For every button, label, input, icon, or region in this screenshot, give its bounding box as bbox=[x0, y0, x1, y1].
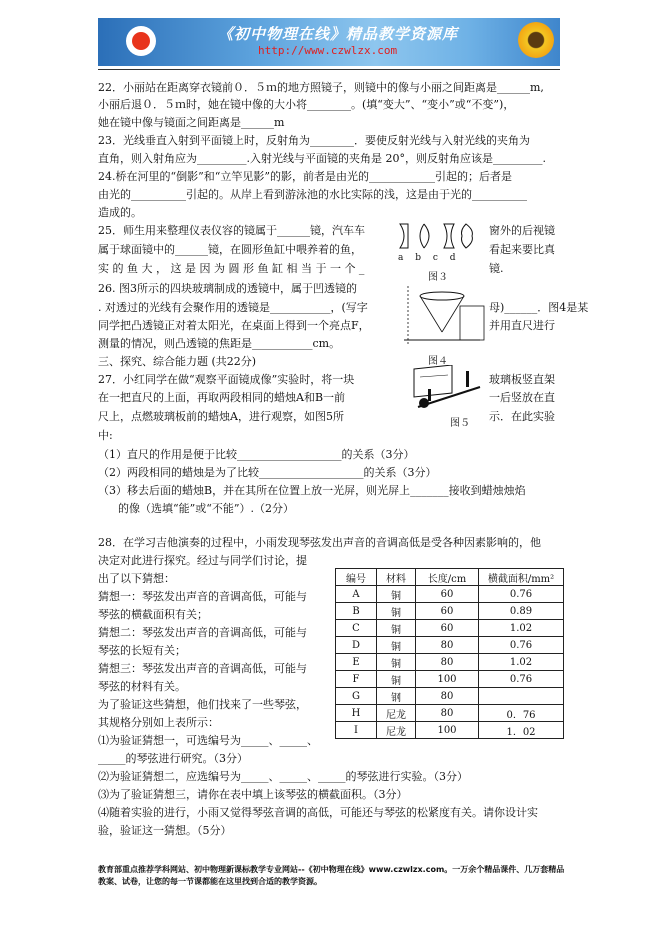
q26-line-2: . 对透过的光线有会聚作用的透镜是___________，(写字 bbox=[98, 301, 368, 314]
q27-right-1: 玻璃板竖直架 bbox=[489, 373, 555, 386]
q24-line-3: 造成的。 bbox=[98, 206, 142, 219]
figure-3-label: 图３ bbox=[428, 272, 448, 283]
table-cell: 铜 bbox=[377, 620, 416, 637]
table-cell: 100 bbox=[416, 722, 479, 739]
table-cell: 0.76 bbox=[479, 586, 564, 603]
q28-sub-3: ⑶为了验证猜想三，请你在表中填上该琴弦的横截面积。（3分） bbox=[98, 788, 408, 801]
q26-line-4: 测量的情况，则凸透镜的焦距是___________cm。 bbox=[98, 337, 341, 350]
table-cell: 铜 bbox=[377, 603, 416, 620]
table-row bbox=[336, 603, 564, 620]
table-cell: 1．02 bbox=[479, 722, 564, 739]
table-cell: 铜 bbox=[377, 637, 416, 654]
table-cell: 1.02 bbox=[479, 620, 564, 637]
col-header-material: 材料 bbox=[377, 569, 416, 586]
q28-guess-3b: 琴弦的材料有关。 bbox=[98, 680, 186, 693]
q28-guess-1b: 琴弦的横截面积有关； bbox=[98, 608, 208, 621]
q28-line-verify-2: 其规格分别如上表所示： bbox=[98, 716, 219, 729]
q27-line-4: 中: bbox=[98, 429, 113, 442]
q27-right-2: 一后竖放在直 bbox=[489, 391, 555, 404]
table-cell: 1.02 bbox=[479, 654, 564, 671]
footer-note: 教育部重点推荐学科网站、初中物理新课标教学专业网站--《初中物理在线》www.czwlzx.com。一万余个精品课件、几万套精品教案、试卷，让您的每一节课都能在这里找到合适的教学资源。 bbox=[98, 865, 565, 886]
table-cell: F bbox=[336, 671, 377, 688]
sunflower-icon bbox=[518, 22, 554, 58]
table-cell: I bbox=[336, 722, 377, 739]
q28-line-1: 28．在学习吉他演奏的过程中，小雨发现琴弦发出声音的音调高低是受各种因素影响的，他 bbox=[98, 536, 541, 549]
string-spec-table bbox=[335, 568, 564, 739]
table-cell: 尼龙 bbox=[377, 722, 416, 739]
figure-4-focus-diagram bbox=[398, 286, 486, 350]
section-three-heading: 三、探究、综合能力题 (共22分) bbox=[98, 355, 257, 368]
table-cell: C bbox=[336, 620, 377, 637]
table-cell: 80 bbox=[416, 637, 479, 654]
q23-line-1: 23．光线垂直入射到平面镜上时，反射角为________．要使反射光线与入射光线的夹角为 bbox=[98, 134, 530, 147]
table-cell: 0.76 bbox=[479, 637, 564, 654]
q24-line-2: 由光的__________引起的。从岸上看到游泳池的水比实际的浅，这是由于光的__________ bbox=[98, 188, 527, 201]
q27-right-3: 示．在此实验 bbox=[489, 410, 555, 423]
table-cell: D bbox=[336, 637, 377, 654]
lens-b-icon bbox=[420, 224, 429, 248]
table-cell: 60 bbox=[416, 586, 479, 603]
header-rule bbox=[98, 69, 560, 70]
table-row bbox=[336, 586, 564, 603]
q28-line-verify-1: 为了验证这些猜想，他们找来了一些琴弦， bbox=[98, 698, 307, 711]
table-cell: B bbox=[336, 603, 377, 620]
header-banner bbox=[98, 18, 560, 66]
q23-line-2: 直角，则入射角应为_________.入射光线与平面镜的夹角是 20°，则反射角应该是_________. bbox=[98, 152, 546, 165]
table-row bbox=[336, 654, 564, 671]
table-cell: 80 bbox=[416, 705, 479, 722]
table-cell: 0.89 bbox=[479, 603, 564, 620]
q27-sub-2: （2）两段相同的蜡烛是为了比较___________________的关系（3分） bbox=[98, 466, 437, 479]
q27-line-2: 在一把直尺的上面，再取两段相同的蜡烛A和B一前 bbox=[98, 391, 346, 404]
table-row bbox=[336, 705, 564, 722]
q25-line-1: 25．师生用来整理仪表仪容的镜属于______镜，汽车车 bbox=[98, 224, 365, 237]
q26-line-1: 26. 图3所示的四块玻璃制成的透镜中，属于凹透镜的 bbox=[98, 282, 357, 295]
q28-guess-2b: 琴弦的长短有关； bbox=[98, 644, 186, 657]
col-header-length: 长度/cm bbox=[416, 569, 479, 586]
q28-guess-3a: 猜想三：琴弦发出声音的音调高低，可能与 bbox=[98, 662, 307, 675]
table-cell: 铜 bbox=[377, 654, 416, 671]
table-cell: 钢 bbox=[377, 688, 416, 705]
table-cell: 尼龙 bbox=[377, 705, 416, 722]
table-row bbox=[336, 688, 564, 705]
q28-sub-1b: _____的琴弦进行研究。（3分） bbox=[98, 752, 248, 765]
q28-sub-4a: ⑷随着实验的进行，小雨又觉得琴弦音调的高低，可能还与琴弦的松紧度有关。请你设计实 bbox=[98, 806, 538, 819]
table-cell: 80 bbox=[416, 654, 479, 671]
q28-sub-4b: 验，验证这一猜想。（5分） bbox=[98, 824, 232, 837]
q22-line-3: 她在镜中像与镜面之间距离是______m bbox=[98, 116, 285, 129]
table-cell: 铜 bbox=[377, 586, 416, 603]
table-cell: E bbox=[336, 654, 377, 671]
q28-guess-1a: 猜想一：琴弦发出声音的音调高低，可能与 bbox=[98, 590, 307, 603]
table-row bbox=[336, 620, 564, 637]
table-cell: 铜 bbox=[377, 671, 416, 688]
table-cell: 60 bbox=[416, 603, 479, 620]
figure-5-mirror-experiment bbox=[408, 365, 488, 415]
q28-line-2: 决定对此进行探究。经过与同学们讨论，提 bbox=[98, 554, 307, 567]
q25-line-3: 实 的 鱼 大 ， 这 是 因 为 圆 形 鱼 缸 相 当 于 一 个 _ bbox=[98, 262, 365, 275]
figure-4-label: 图４ bbox=[428, 356, 448, 367]
table-cell: 0.76 bbox=[479, 671, 564, 688]
q28-line-3: 出了以下猜想： bbox=[98, 572, 175, 585]
table-cell: H bbox=[336, 705, 377, 722]
banner-url[interactable]: http://www.czwlzx.com bbox=[258, 44, 398, 57]
q27-sub-3: （3）移去后面的蜡烛B，并在其所在位置上放一光屏，则光屏上_______接收到蜡烛烛焰 bbox=[98, 484, 526, 497]
table-cell: 60 bbox=[416, 620, 479, 637]
q22-line-2: 小丽后退０．５ｍ时，她在镜中像的大小将________。(填“变大”、“变小”或“不变”)， bbox=[98, 98, 515, 111]
lens-c-icon bbox=[444, 224, 454, 248]
logo-mark-icon bbox=[132, 32, 150, 50]
col-header-area: 横截面积/mm² bbox=[479, 569, 564, 586]
q22-line-1: 22．小丽站在距离穿衣镜前０．５ｍ的地方照镜子，则镜中的像与小丽之间距离是______m, bbox=[98, 81, 544, 94]
col-header-id: 编号 bbox=[336, 569, 377, 586]
q26-right-2: 并用直尺进行 bbox=[489, 319, 555, 332]
figure-5-label: 图５ bbox=[450, 418, 470, 429]
table-cell: G bbox=[336, 688, 377, 705]
lens-a-icon bbox=[400, 224, 408, 248]
q25-line-2: 属于球面镜中的______镜，在圆形鱼缸中喂养着的鱼， bbox=[98, 243, 362, 256]
q27-sub-3-cont: 的像（选填“能”或“不能”）.（2分） bbox=[118, 502, 294, 515]
table-cell bbox=[479, 688, 564, 705]
q28-sub-2: ⑵为验证猜想二，应选编号为_____、_____、_____的琴弦进行实验。（3分） bbox=[98, 770, 468, 783]
figure-3-letters: a b c d bbox=[398, 253, 456, 263]
q25-right-3: 镜. bbox=[489, 262, 504, 275]
q25-right-1: 窗外的后视镜 bbox=[489, 224, 555, 237]
q25-right-2: 看起来要比真 bbox=[489, 243, 555, 256]
table-cell: 0．76 bbox=[479, 705, 564, 722]
q28-sub-1a: ⑴为验证猜想一，可选编号为_____、_____、 bbox=[98, 734, 318, 747]
q26-line-3: 同学把凸透镜正对着太阳光，在桌面上得到一个亮点F， bbox=[98, 319, 370, 332]
table-row bbox=[336, 671, 564, 688]
q24-line-1: 24.桥在河里的“倒影”和“立竿见影”的影，前者是由光的____________引起的；后者是 bbox=[98, 170, 512, 183]
table-row bbox=[336, 722, 564, 739]
q27-line-3: 尺上，点燃玻璃板前的蜡烛A，进行观察，如图5所 bbox=[98, 410, 344, 423]
table-body bbox=[336, 586, 564, 739]
q26-right-1: 母)______．图4是某 bbox=[489, 301, 589, 314]
site-logo bbox=[126, 26, 156, 56]
q27-line-1: 27．小红同学在做“观察平面镜成像”实验时，将一块 bbox=[98, 373, 355, 386]
table-cell: 80 bbox=[416, 688, 479, 705]
table-row bbox=[336, 637, 564, 654]
lens-d-icon bbox=[462, 224, 473, 248]
banner-title: 《初中物理在线》精品教学资源库 bbox=[218, 25, 459, 43]
table-cell: A bbox=[336, 586, 377, 603]
q28-guess-2a: 猜想二：琴弦发出声音的音调高低，可能与 bbox=[98, 626, 307, 639]
table-cell: 100 bbox=[416, 671, 479, 688]
table-header-row bbox=[336, 569, 564, 586]
q27-sub-1: （1）直尺的作用是便于比较___________________的关系（3分） bbox=[98, 448, 415, 461]
